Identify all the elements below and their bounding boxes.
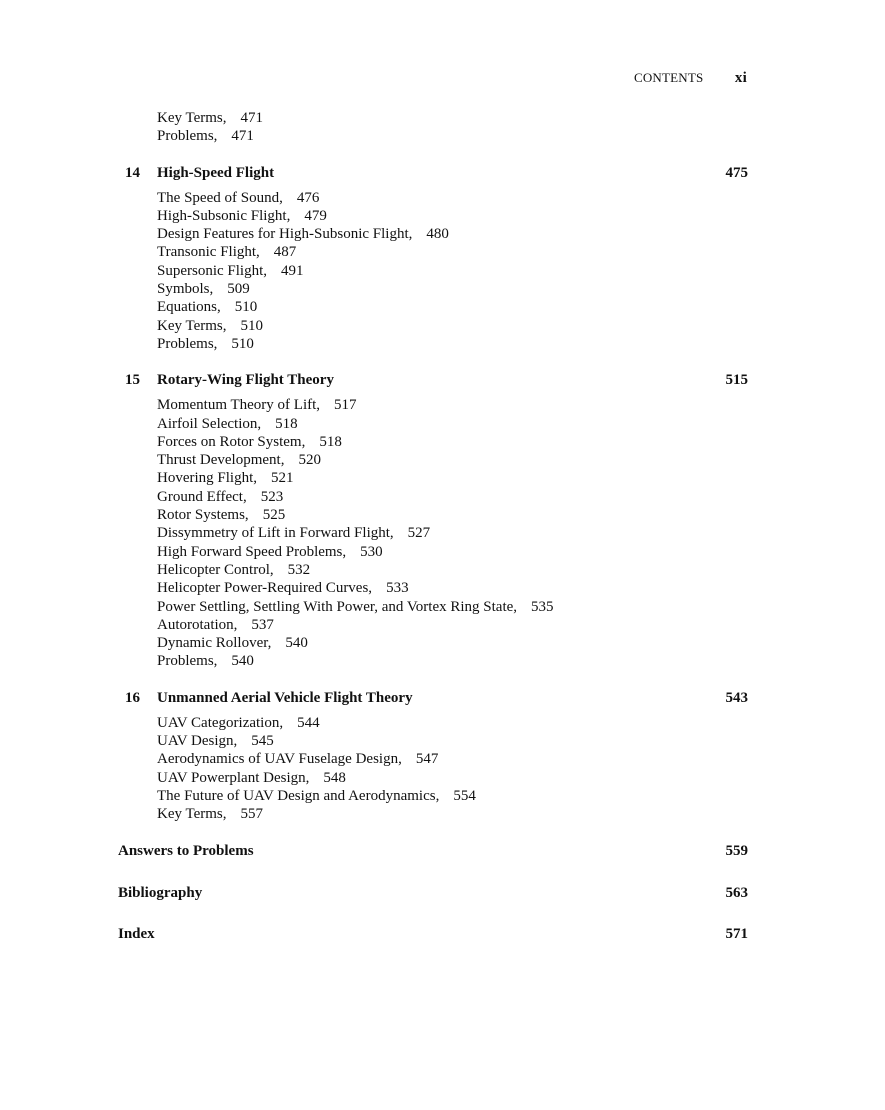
chapter-page: 475 (725, 164, 748, 181)
toc-entry[interactable] (157, 317, 748, 335)
entry-title: Helicopter Power-Required Curves, (157, 580, 373, 597)
entry-page: 532 (287, 561, 311, 578)
carryover-entries (118, 109, 748, 146)
entry-page: 547 (415, 751, 439, 768)
toc-entry[interactable] (157, 634, 748, 652)
chapter-entries (118, 396, 748, 670)
entry-title: High Forward Speed Problems, (157, 543, 347, 560)
entry-page: 518 (319, 433, 342, 450)
entry-page: 548 (323, 769, 346, 786)
toc-entry[interactable] (157, 335, 748, 353)
back-matter-page: 571 (725, 925, 748, 942)
toc-entry[interactable] (157, 189, 748, 207)
chapter-entries (118, 714, 748, 824)
entry-page: 510 (234, 299, 258, 316)
entry-title: Dissymmetry of Lift in Forward Flight, (157, 525, 394, 542)
toc-entry[interactable] (157, 415, 748, 433)
table-of-contents (118, 109, 748, 944)
toc-entry[interactable] (157, 561, 748, 579)
chapter-number: 15 (125, 372, 140, 389)
entry-title: Problems, (157, 653, 218, 670)
toc-entry[interactable] (157, 488, 748, 506)
entry-page: 491 (281, 262, 304, 279)
toc-entry[interactable] (157, 433, 748, 451)
toc-entry[interactable] (157, 543, 748, 561)
chapter-16 (118, 688, 748, 824)
entry-title: Power Settling, Settling With Power, and Vortex Ring State, (157, 598, 518, 615)
toc-entry[interactable] (157, 616, 748, 634)
chapter-heading[interactable] (118, 688, 748, 708)
entry-title: UAV Powerplant Design, (157, 769, 310, 786)
entry-title: Thrust Development, (157, 452, 285, 469)
entry-title: Key Terms, (157, 317, 227, 334)
entry-title: Design Features for High-Subsonic Flight, (157, 226, 413, 243)
entry-page: 525 (262, 507, 286, 524)
entry-title: The Future of UAV Design and Aerodynamics, (157, 787, 440, 804)
entry-page: 510 (240, 317, 263, 334)
entry-page: 545 (251, 733, 274, 750)
entry-title: The Speed of Sound, (157, 189, 283, 206)
toc-entry[interactable] (157, 109, 748, 127)
chapter-title: Unmanned Aerial Vehicle Flight Theory (157, 689, 413, 706)
chapter-title: Rotary-Wing Flight Theory (157, 372, 334, 389)
entry-page: 479 (304, 207, 327, 224)
entry-page: 544 (297, 714, 320, 731)
entry-page: 540 (285, 635, 308, 652)
back-matter-page: 563 (725, 884, 748, 901)
entry-title: Dynamic Rollover, (157, 635, 272, 652)
toc-entry[interactable] (157, 579, 748, 597)
entry-page: 557 (240, 806, 263, 823)
entry-page: 533 (386, 580, 409, 597)
toc-entry[interactable] (157, 207, 748, 225)
toc-entry[interactable] (157, 769, 748, 787)
entry-title: Momentum Theory of Lift, (157, 397, 321, 414)
entry-page: 520 (298, 452, 321, 469)
page-number: xi (734, 70, 747, 86)
chapter-15 (118, 370, 748, 670)
entry-page: 476 (296, 189, 320, 206)
entry-title: UAV Design, (157, 733, 238, 750)
chapter-page: 515 (725, 372, 748, 389)
entry-title: Ground Effect, (157, 488, 247, 505)
toc-entry[interactable] (157, 262, 748, 280)
entry-title: Rotor Systems, (157, 507, 249, 524)
entry-page: 471 (240, 110, 263, 126)
toc-entry[interactable] (157, 787, 748, 805)
chapter-entries (118, 189, 748, 354)
entry-title: Helicopter Control, (157, 561, 274, 578)
entry-page: 517 (334, 397, 357, 414)
entry-page: 471 (231, 128, 254, 145)
toc-entry[interactable] (157, 732, 748, 750)
entry-page: 554 (453, 787, 476, 804)
back-matter-title: Bibliography (118, 884, 203, 901)
entry-title: Autorotation, (157, 616, 238, 633)
toc-entry[interactable] (157, 280, 748, 298)
entry-title: Symbols, (157, 281, 214, 298)
entry-title: Hovering Flight, (157, 470, 257, 487)
toc-entry[interactable] (157, 805, 748, 823)
running-header (634, 70, 747, 87)
entry-page: 527 (407, 525, 431, 542)
chapter-heading[interactable] (118, 370, 748, 390)
back-matter-page: 559 (725, 842, 748, 859)
chapter-number: 14 (125, 164, 140, 181)
toc-entry[interactable] (157, 714, 748, 732)
toc-entry[interactable] (157, 127, 748, 145)
entry-title: Forces on Rotor System, (157, 433, 306, 450)
entry-title: Supersonic Flight, (157, 262, 268, 279)
toc-entry[interactable] (157, 396, 748, 414)
toc-entry[interactable] (157, 451, 748, 469)
entry-title: Key Terms, (157, 110, 227, 126)
entry-title: Key Terms, (157, 806, 227, 823)
entry-page: 487 (273, 244, 297, 261)
toc-entry[interactable] (157, 652, 748, 670)
entry-page: 535 (531, 598, 554, 615)
entry-page: 518 (275, 415, 298, 432)
toc-entry[interactable] (157, 298, 748, 316)
toc-entry[interactable] (157, 243, 748, 261)
entry-title: High-Subsonic Flight, (157, 207, 291, 224)
entry-title: Problems, (157, 128, 218, 145)
back-matter-index[interactable] (118, 924, 748, 944)
chapter-page: 543 (725, 689, 748, 706)
toc-entry[interactable] (157, 469, 748, 487)
entry-title: Equations, (157, 299, 221, 316)
toc-entry[interactable] (157, 750, 748, 768)
toc-entry[interactable] (157, 506, 748, 524)
toc-entry[interactable] (157, 225, 748, 243)
back-matter-title: Index (118, 925, 155, 942)
entry-page: 509 (227, 281, 250, 298)
entry-title: UAV Categorization, (157, 714, 284, 731)
entry-page: 510 (231, 335, 254, 352)
entry-title: Aerodynamics of UAV Fuselage Design, (157, 751, 402, 768)
chapter-14 (118, 163, 748, 354)
entry-page: 480 (426, 226, 449, 243)
running-header-label: CONTENTS (633, 70, 704, 85)
entry-page: 540 (231, 653, 254, 670)
entry-page: 521 (271, 470, 294, 487)
entry-page: 523 (260, 488, 284, 505)
entry-title: Airfoil Selection, (157, 415, 262, 432)
entry-title: Problems, (157, 335, 218, 352)
entry-page: 537 (251, 616, 274, 633)
chapter-number: 16 (125, 689, 140, 706)
entry-title: Transonic Flight, (157, 244, 260, 261)
back-matter-title: Answers to Problems (118, 842, 254, 859)
toc-entry[interactable] (157, 598, 748, 616)
entry-page: 530 (360, 543, 383, 560)
chapter-heading[interactable] (118, 163, 748, 183)
back-matter-answers[interactable] (118, 841, 748, 861)
toc-entry[interactable] (157, 524, 748, 542)
back-matter-bibliography[interactable] (118, 883, 748, 903)
chapter-title: High-Speed Flight (157, 164, 275, 181)
